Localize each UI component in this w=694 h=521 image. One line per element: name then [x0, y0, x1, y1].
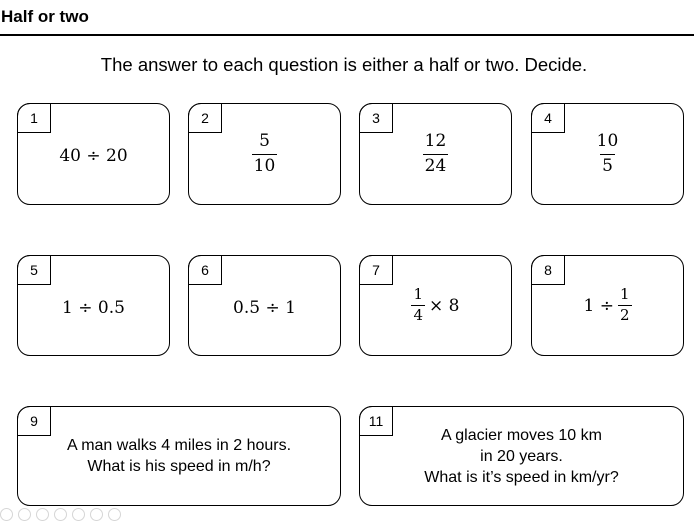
question-number: 5 — [17, 255, 51, 285]
question-card-7 — [359, 255, 512, 356]
question-number: 9 — [17, 406, 51, 436]
instructions: The answer to each question is either a half or two. Decide. — [100, 54, 588, 75]
question-card-9 — [17, 406, 341, 506]
question-expression: 40 ÷ 20 — [59, 146, 128, 166]
fraction-numerator: 1 — [619, 285, 630, 304]
question-card-3 — [359, 103, 512, 205]
word-problem-line: in 20 years. — [480, 447, 563, 465]
question-number: 8 — [531, 255, 565, 285]
expression-lead: 1 ÷ — [583, 295, 614, 316]
question-number: 2 — [188, 103, 222, 133]
circle-icon — [72, 508, 85, 521]
expression-remainder: × 8 — [429, 295, 460, 316]
circle-icon — [36, 508, 49, 521]
question-card-8 — [531, 255, 684, 356]
word-problem-line: A man walks 4 miles in 2 hours. — [66, 437, 292, 454]
question-number: 6 — [188, 255, 222, 285]
word-problem-line: A glacier moves 10 km — [441, 426, 602, 444]
word-problem-line: What is his speed in m/h? — [87, 458, 271, 475]
title-rule — [0, 34, 694, 36]
fraction — [252, 130, 278, 176]
fraction — [411, 287, 425, 324]
word-problem — [67, 435, 291, 477]
question-number: 4 — [531, 103, 565, 133]
question-number: 3 — [359, 103, 393, 133]
circle-icon — [0, 508, 13, 521]
word-problem-line: What is it’s speed in km/yr? — [424, 468, 619, 486]
circle-icon — [18, 508, 31, 521]
question-expression: 0.5 ÷ 1 — [233, 297, 296, 318]
question-card-5 — [17, 255, 170, 356]
fraction-numerator: 5 — [259, 130, 270, 151]
question-number: 7 — [359, 255, 393, 285]
footer-toolbar — [0, 508, 121, 520]
question-number: 11 — [359, 406, 393, 436]
question-card-2 — [188, 103, 341, 205]
circle-icon — [90, 508, 103, 521]
fraction-numerator: 1 — [413, 285, 424, 304]
fraction — [423, 130, 449, 176]
question-expression: 1 ÷ 0.5 — [62, 297, 125, 318]
fraction — [618, 287, 632, 324]
question-number: 1 — [17, 103, 51, 133]
question-card-1 — [17, 103, 170, 205]
fraction — [595, 130, 621, 176]
page-title: Half or two — [1, 7, 89, 26]
fraction-denominator: 24 — [424, 155, 447, 176]
word-problem — [424, 425, 618, 488]
fraction-numerator: 10 — [596, 130, 619, 151]
circle-icon — [54, 508, 67, 521]
fraction-denominator: 10 — [253, 155, 276, 176]
fraction-denominator: 4 — [413, 306, 424, 324]
circle-icon — [108, 508, 121, 521]
question-card-11 — [359, 406, 684, 506]
question-card-6 — [188, 255, 341, 356]
question-card-4 — [531, 103, 684, 205]
fraction-denominator: 2 — [619, 306, 630, 324]
fraction-numerator: 12 — [424, 130, 447, 151]
fraction-denominator: 5 — [602, 155, 613, 176]
